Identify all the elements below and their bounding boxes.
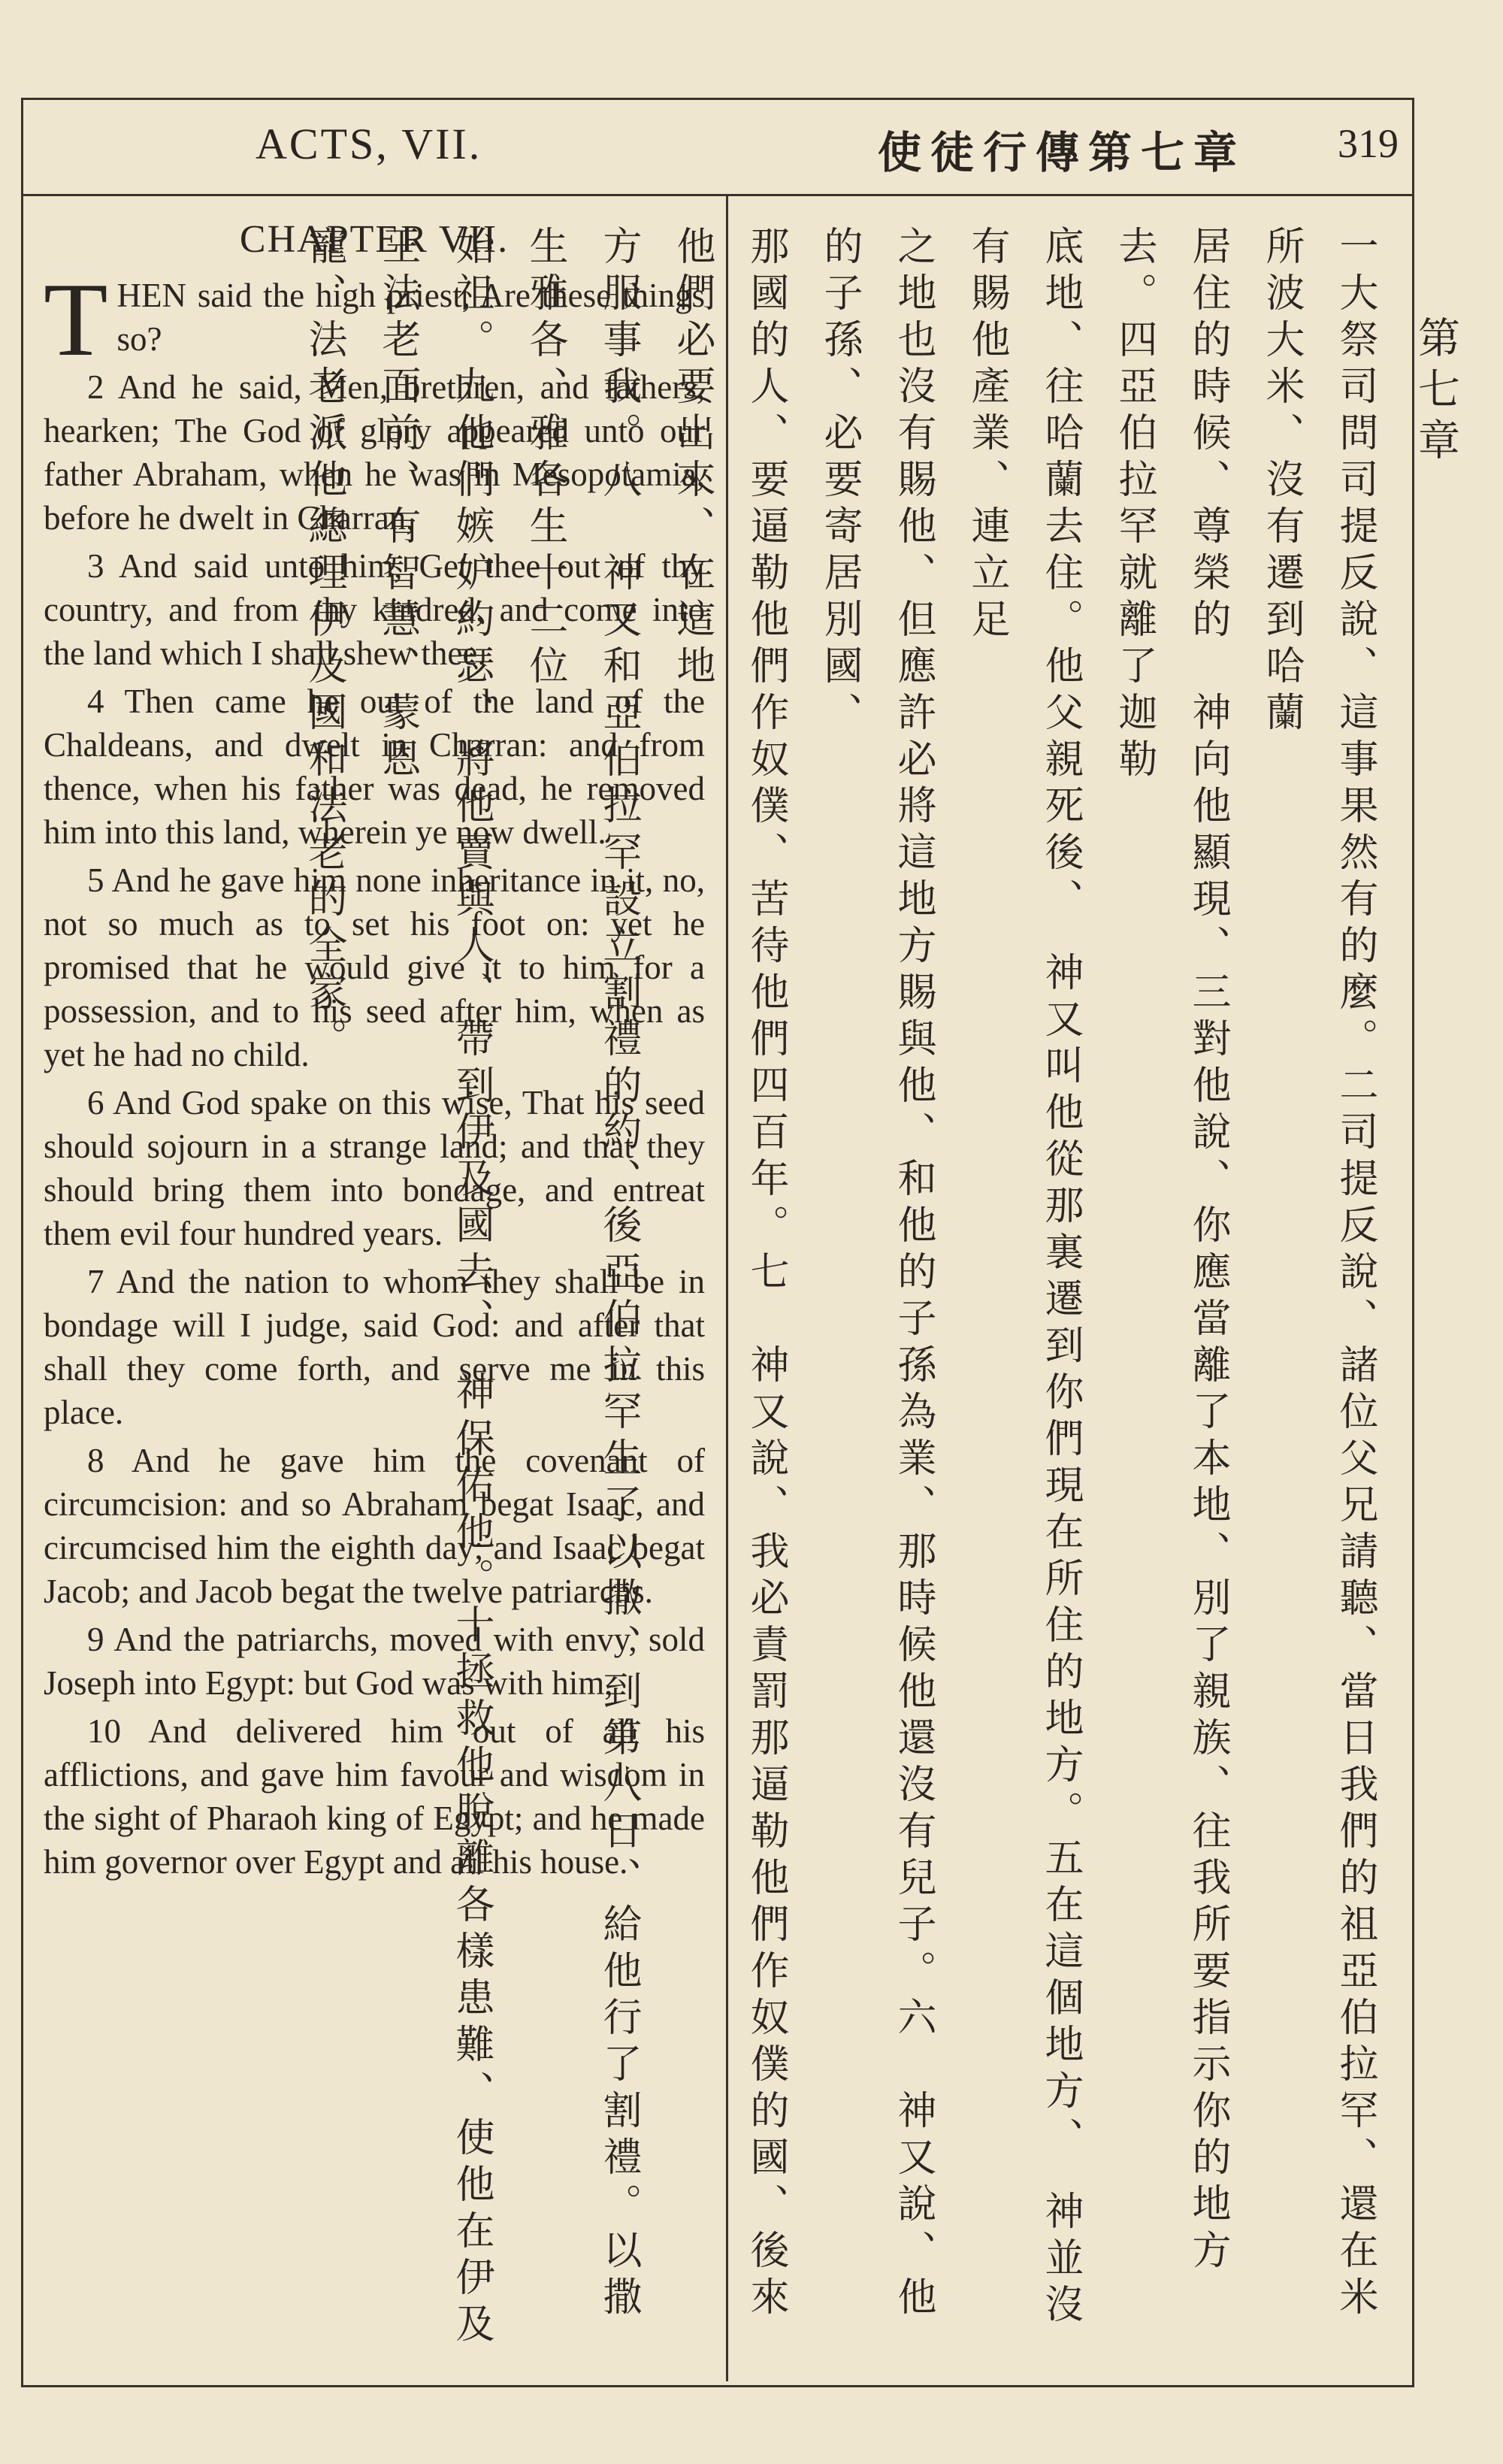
chinese-line: 一大祭司問司提反說、這事果然有的麼。二司提反說、諸位父兄請聽、當日我們的祖亞伯拉罕、還在米所波大米、沒有遷到哈蘭 xyxy=(1259,226,1377,2323)
chinese-line: 方服事我。八 神又和亞伯拉罕設立割禮的約、後亞伯拉罕生了以撒、到第八日、給他行了割禮。以撒生雅各、雅各生十二位 xyxy=(522,226,641,2323)
running-header xyxy=(21,98,1414,196)
chinese-column xyxy=(287,226,1392,2368)
verse-2: 2 And he said, Men, brethren, and fathers, hearken; The God of glory appeared unto our father Abraham, when he was in Mesopotamia, before he dwelt in Charran, xyxy=(44,368,705,537)
chinese-line: 那國的人、要逼勒他們作奴僕、苦待他們四百年。七 神又說、我必責罰那逼勒他們作奴僕的國、後來他們必要出來、在這地 xyxy=(670,226,788,2323)
page-number: 319 xyxy=(1338,121,1399,166)
chinese-line: 始祖。九他們嫉妒約瑟、將他賣與人、帶到伊及國去、 神保佑他。十拯救他脫離各樣患難、使他在伊及王法老面前、有智慧、蒙恩 xyxy=(375,226,494,2350)
verse-8: 8 And he gave him the covenant of circumcision: and so Abraham begat Isaac, and circumcised him the eighth day; and Isaac begat Jacob; and Jacob begat the twelve patriarchs. xyxy=(44,1442,705,1610)
verse-1-text: HEN said the high priest, Are these things so? xyxy=(116,277,705,358)
verse-10: 10 And delivered him out of all his afflictions, and gave him favour and wisdom in the sight of Pharaoh king of Egypt; and he made him governor over Egypt and all his house. xyxy=(44,1712,705,1881)
verse-4: 4 Then came he out of the land of the Chaldeans, and dwelt in Charran: and from thence, when his father was dead, he removed him into this land, wherein ye now dwell. xyxy=(44,683,705,851)
chinese-line: 底地、往哈蘭去住。他父親死後、 神又叫他從那裏遷到你們現在所住的地方。五在這個地方、 神並沒有賜他產業、連立足 xyxy=(964,226,1083,2330)
verse-3: 3 And said unto him, Get thee out of thy country, and from thy kindred, and come into the land which I shall shew thee. xyxy=(44,547,705,672)
verse-6: 6 And God spake on this wise, That his seed should sojourn in a strange land; and that they should bring them into bondage, and entreat them evil four hundred years. xyxy=(44,1084,705,1252)
chinese-line: 寵、法老派他總理伊及國和法老的全家。 xyxy=(301,226,346,1064)
verse-9: 9 And the patriarchs, moved with envy, sold Joseph into Egypt: but God was with him, xyxy=(44,1621,705,1702)
chinese-line: 之地也沒有賜他、但應許必將這地方賜與他、和他的子孫為業、那時候他還沒有兒子。六 神又說、他的子孫、必要寄居別國、 xyxy=(817,226,936,2323)
chinese-book-reference: 使徒行傳第七章 xyxy=(878,127,1247,178)
drop-cap: T xyxy=(44,262,108,378)
chinese-line: 居住的時候、尊榮的 神向他顯現、三對他說、你應當離了本地、別了親族、往我所要指示你的地方去。四亞伯拉罕就離了迦勒 xyxy=(1111,226,1230,2276)
chinese-chapter-title: 第七章 xyxy=(1411,316,1460,469)
chapter-heading: CHAPTER VII. xyxy=(239,218,510,261)
book-reference: ACTS, VII. xyxy=(256,120,482,168)
verse-5: 5 And he gave him none inheritance in it, no, not so much as to set his foot on: yet he promised that he would give it to him for a possession, and to his seed after him, when as yet he had no child. xyxy=(44,861,705,1073)
verse-7: 7 And the nation to whom they shall be in bondage will I judge, said God: and after that shall they come forth, and serve me in this place. xyxy=(44,1263,705,1431)
